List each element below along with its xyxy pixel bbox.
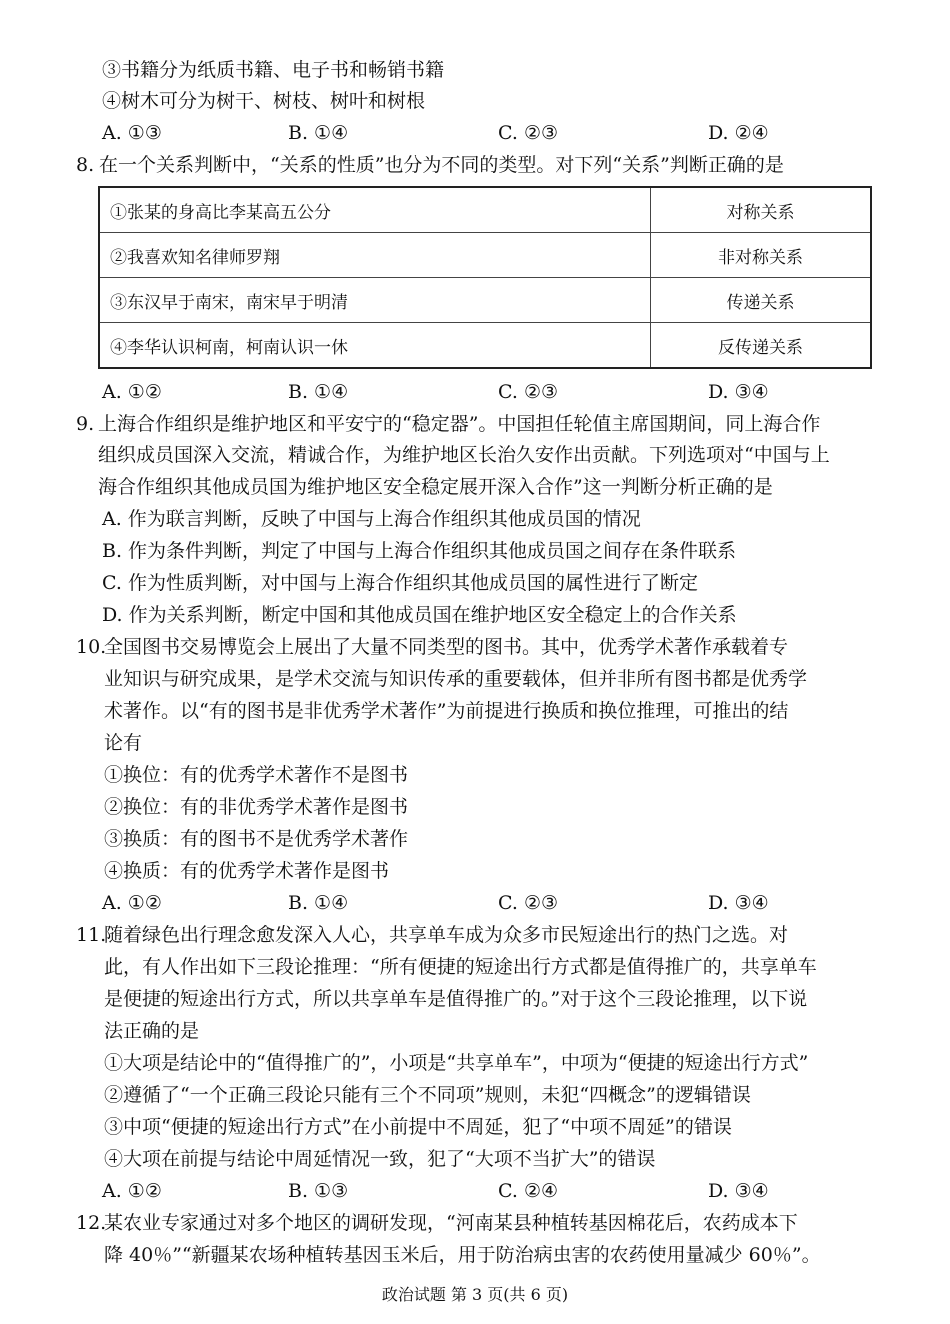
page-footer: 政治试题 第 3 页(共 6 页)	[381, 1285, 569, 1304]
q10-stem-line-3: 术著作。以“有的图书是非优秀学术著作”为前提进行换质和换位推理，可推出的结	[104, 700, 789, 722]
table-cell-statement: ①张某的身高比李某高五公分	[99, 187, 651, 233]
q11-number: 11.	[76, 924, 107, 946]
q7-option-c: C. ②③	[498, 122, 559, 144]
q8-option-c: C. ②③	[498, 381, 559, 403]
q12-stem-line-1: 某农业专家通过对多个地区的调研发现，“河南某县种植转基因棉花后，农药成本下	[104, 1212, 798, 1234]
q10-option-b: B. ①④	[288, 892, 349, 914]
q11-stem-line-1: 随着绿色出行理念愈发深入人心，共享单车成为众多市民短途出行的热门之选。对	[104, 924, 789, 946]
q10-options	[102, 891, 862, 915]
q10-option-c: C. ②③	[498, 892, 559, 914]
table-cell-type: 传递关系	[651, 278, 872, 323]
q11-options	[102, 1179, 862, 1203]
q9-stem-line-2: 组织成员国深入交流，精诚合作，为维护地区长治久安作出贡献。下列选项对“中国与上	[98, 444, 830, 466]
q11-item-3: ③中项“便捷的短途出行方式”在小前提中不周延，犯了“中项不周延”的错误	[104, 1116, 732, 1138]
q8-option-b: B. ①④	[288, 381, 349, 403]
q11-item-1: ①大项是结论中的“值得推广的”，小项是“共享单车”，中项为“便捷的短途出行方式”	[104, 1052, 809, 1074]
q8-option-d: D. ③④	[708, 381, 769, 403]
q11-stem-line-4: 法正确的是	[104, 1020, 200, 1042]
q11-option-c: C. ②④	[498, 1180, 559, 1202]
q10-option-a: A. ①②	[102, 892, 162, 914]
q10-stem-line-2: 业知识与研究成果，是学术交流与知识传承的重要载体，但并非所有图书都是优秀学	[104, 668, 808, 690]
q9-choice-a: A. 作为联言判断，反映了中国与上海合作组织其他成员国的情况	[102, 508, 641, 530]
relation-table	[98, 186, 872, 369]
table-cell-type: 反传递关系	[651, 323, 872, 369]
q11-option-d: D. ③④	[708, 1180, 769, 1202]
q9-choice-b: B. 作为条件判断，判定了中国与上海合作组织其他成员国之间存在条件联系	[102, 540, 737, 562]
q8-stem: 在一个关系判断中，“关系的性质”也分为不同的类型。对下列“关系”判断正确的是	[99, 154, 784, 176]
q10-number: 10.	[76, 636, 107, 658]
q12-number: 12.	[76, 1212, 107, 1234]
q8-number: 8.	[76, 154, 95, 176]
q9-choice-d: D. 作为关系判断，断定中国和其他成员国在维护地区安全稳定上的合作关系	[102, 604, 737, 626]
q10-item-1: ①换位：有的优秀学术著作不是图书	[104, 764, 409, 786]
q10-stem-line-1: 全国图书交易博览会上展出了大量不同类型的图书。其中，优秀学术著作承载着专	[104, 636, 789, 658]
q11-option-a: A. ①②	[102, 1180, 162, 1202]
q9-stem-line-1: 上海合作组织是维护地区和平安宁的“稳定器”。中国担任轮值主席国期间，同上海合作	[98, 413, 821, 435]
table-row	[99, 278, 871, 323]
q10-item-4: ④换质：有的优秀学术著作是图书	[104, 860, 390, 882]
q11-item-4: ④大项在前提与结论中周延情况一致，犯了“大项不当扩大”的错误	[104, 1148, 656, 1170]
q10-stem-line-4: 论有	[104, 732, 143, 754]
q10-option-d: D. ③④	[708, 892, 769, 914]
q7-option-a: A. ①③	[102, 122, 162, 144]
table-cell-statement: ③东汉早于南宋，南宋早于明清	[99, 278, 651, 323]
q7-option-d: D. ②④	[708, 122, 769, 144]
q10-item-2: ②换位：有的非优秀学术著作是图书	[104, 796, 409, 818]
q11-stem-line-3: 是便捷的短途出行方式，所以共享单车是值得推广的。”对于这个三段论推理，以下说	[104, 988, 808, 1010]
table-cell-type: 对称关系	[651, 187, 872, 233]
q9-stem-line-3: 海合作组织其他成员国为维护地区安全稳定展开深入合作”这一判断分析正确的是	[98, 476, 773, 498]
table-cell-type: 非对称关系	[651, 233, 872, 278]
table-cell-statement: ②我喜欢知名律师罗翔	[99, 233, 651, 278]
q9-number: 9.	[76, 413, 95, 435]
q11-option-b: B. ①③	[288, 1180, 349, 1202]
table-cell-statement: ④李华认识柯南，柯南认识一休	[99, 323, 651, 369]
table-row	[99, 233, 871, 278]
table-row	[99, 187, 871, 233]
q9-choice-c: C. 作为性质判断，对中国与上海合作组织其他成员国的属性进行了断定	[102, 572, 698, 594]
q11-stem-line-2: 此，有人作出如下三段论推理：“所有便捷的短途出行方式都是值得推广的，共享单车	[104, 956, 817, 978]
q7-item-3: ③书籍分为纸质书籍、电子书和畅销书籍	[102, 59, 445, 81]
table-row	[99, 323, 871, 369]
q10-item-3: ③换质：有的图书不是优秀学术著作	[104, 828, 409, 850]
q7-option-b: B. ①④	[288, 122, 349, 144]
q11-item-2: ②遵循了“一个正确三段论只能有三个不同项”规则，未犯“四概念”的逻辑错误	[104, 1084, 751, 1106]
q7-item-4: ④树木可分为树干、树枝、树叶和树根	[102, 90, 426, 112]
q7-options	[102, 121, 862, 145]
q8-option-a: A. ①②	[102, 381, 162, 403]
q8-options	[102, 380, 862, 404]
q12-stem-line-2: 降 40％”“新疆某农场种植转基因玉米后，用于防治病虫害的农药使用量减少 60％”。	[104, 1244, 821, 1266]
